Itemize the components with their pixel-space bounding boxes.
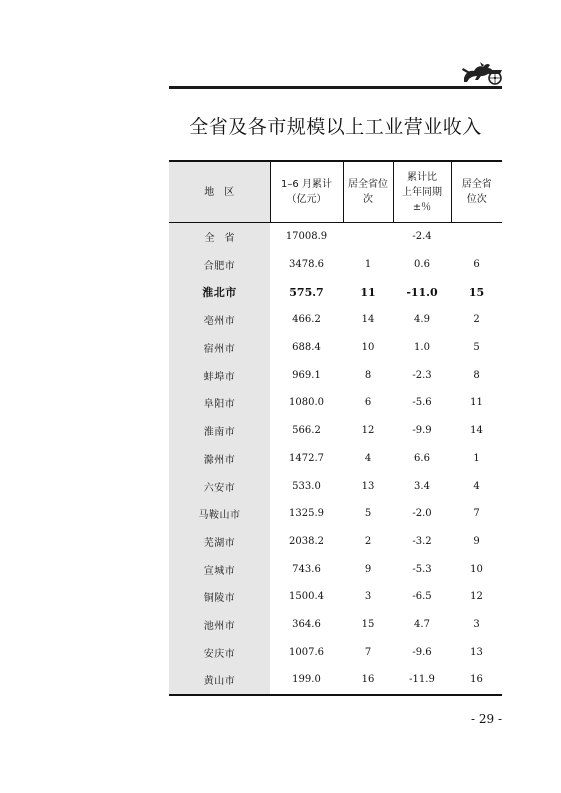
cell-growth: -3.2 bbox=[412, 535, 432, 547]
header-growth-rank bbox=[451, 161, 502, 223]
cell-revenue-rank: 13 bbox=[361, 480, 375, 492]
table-body bbox=[169, 223, 502, 695]
cell-growth: -11.9 bbox=[393, 666, 451, 695]
cell-revenue-rank: 11 bbox=[360, 285, 376, 299]
cell-growth: -2.4 bbox=[412, 231, 432, 243]
cell-growth-rank: 11 bbox=[470, 397, 483, 409]
cell-region: 芜湖市 bbox=[169, 528, 270, 556]
cell-revenue-rank: 3 bbox=[364, 591, 372, 603]
cell-revenue: 3478.6 bbox=[289, 259, 324, 271]
header-line: ±％ bbox=[412, 201, 432, 213]
cell-growth-rank: 12 bbox=[470, 591, 483, 603]
cell-growth: 0.6 bbox=[414, 259, 430, 271]
cell-growth: 1.0 bbox=[414, 342, 430, 354]
cell-growth-rank: 10 bbox=[470, 563, 483, 575]
cell-revenue-rank: 5 bbox=[364, 508, 372, 520]
cell-revenue: 533.0 bbox=[292, 480, 321, 492]
cell-revenue: 969.1 bbox=[292, 369, 321, 381]
cell-revenue: 2038.2 bbox=[289, 535, 324, 547]
cell-revenue-rank: 10 bbox=[361, 342, 375, 354]
header-line: 累计比 bbox=[407, 171, 437, 183]
header-rule bbox=[169, 86, 502, 89]
table-row bbox=[169, 417, 502, 445]
cell-region: 马鞍山市 bbox=[169, 500, 270, 528]
cell-revenue: 466.2 bbox=[292, 314, 321, 326]
cell-revenue: 1080.0 bbox=[289, 397, 324, 409]
cell-growth: -2.0 bbox=[412, 508, 432, 520]
table-header-row bbox=[169, 161, 502, 223]
cell-region: 六安市 bbox=[169, 472, 270, 500]
header-line: 居全省 bbox=[461, 179, 492, 190]
header-line: 地 区 bbox=[204, 186, 235, 198]
cell-region: 蚌埠市 bbox=[169, 361, 270, 389]
cell-growth-rank: 5 bbox=[473, 342, 480, 354]
header-line: 位次 bbox=[466, 194, 487, 205]
table-row bbox=[169, 666, 502, 695]
cell-region: 淮北市 bbox=[169, 278, 270, 306]
cell-growth: -5.6 bbox=[412, 397, 432, 409]
cell-revenue-rank: 14 bbox=[361, 314, 375, 326]
header-line: 居全省位 bbox=[348, 179, 388, 190]
cell-revenue-rank bbox=[343, 223, 393, 251]
cell-revenue-rank: 2 bbox=[364, 535, 372, 547]
cell-revenue-rank: 1 bbox=[364, 259, 372, 271]
header-line: 1–6 月累计 bbox=[281, 179, 332, 190]
cell-growth: -11.0 bbox=[406, 285, 438, 299]
cell-revenue: 1472.7 bbox=[289, 452, 324, 464]
cell-growth-rank: 2 bbox=[473, 314, 480, 326]
cell-revenue-rank: 4 bbox=[364, 452, 372, 464]
table-row bbox=[169, 223, 502, 251]
table-row bbox=[169, 528, 502, 556]
cell-region: 淮南市 bbox=[169, 417, 270, 445]
cell-growth-rank: 13 bbox=[470, 646, 483, 658]
revenue-table bbox=[169, 160, 502, 696]
cell-revenue-rank: 16 bbox=[343, 666, 393, 695]
header-region bbox=[169, 161, 270, 223]
table-row bbox=[169, 472, 502, 500]
cell-region: 安庆市 bbox=[169, 638, 270, 666]
cell-revenue: 1007.6 bbox=[289, 646, 324, 658]
cell-region: 宿州市 bbox=[169, 334, 270, 362]
cell-region: 宣城市 bbox=[169, 555, 270, 583]
header-growth bbox=[393, 161, 451, 223]
cell-growth-rank: 6 bbox=[473, 259, 480, 271]
cell-region: 亳州市 bbox=[169, 306, 270, 334]
cell-revenue-rank: 9 bbox=[364, 563, 372, 575]
cell-revenue-rank: 15 bbox=[361, 618, 375, 630]
table-row bbox=[169, 583, 502, 611]
cell-region: 滁州市 bbox=[169, 445, 270, 473]
header-revenue-rank bbox=[343, 161, 393, 223]
table-row bbox=[169, 611, 502, 639]
table-row bbox=[169, 389, 502, 417]
cell-growth: -5.3 bbox=[412, 563, 432, 575]
cell-growth-rank: 7 bbox=[473, 508, 480, 520]
header-line: （亿元） bbox=[286, 194, 327, 205]
table-row bbox=[169, 278, 502, 306]
cell-growth: -9.6 bbox=[412, 646, 432, 658]
cell-region: 全省 bbox=[169, 223, 270, 251]
cell-revenue: 688.4 bbox=[292, 342, 321, 354]
cell-revenue: 1500.4 bbox=[289, 591, 324, 603]
cell-region: 阜阳市 bbox=[169, 389, 270, 417]
cell-revenue: 199.0 bbox=[270, 666, 343, 695]
cell-growth: -9.9 bbox=[412, 425, 432, 437]
cell-region: 池州市 bbox=[169, 611, 270, 639]
table-row bbox=[169, 251, 502, 279]
cell-revenue-rank: 12 bbox=[361, 425, 375, 437]
table-row bbox=[169, 638, 502, 666]
cell-region: 铜陵市 bbox=[169, 583, 270, 611]
page-number: - 29 - bbox=[470, 712, 502, 726]
cell-growth: 3.4 bbox=[414, 480, 430, 492]
cell-growth-rank: 16 bbox=[451, 666, 502, 695]
table-row bbox=[169, 306, 502, 334]
cell-revenue-rank: 6 bbox=[364, 397, 372, 409]
revenue-table-container bbox=[169, 160, 502, 696]
table-row bbox=[169, 555, 502, 583]
cell-revenue: 566.2 bbox=[292, 425, 321, 437]
cell-revenue: 575.7 bbox=[289, 285, 324, 299]
cell-revenue: 364.6 bbox=[292, 618, 321, 630]
cell-growth: -2.3 bbox=[412, 369, 432, 381]
cell-revenue: 1325.9 bbox=[289, 508, 324, 520]
cell-growth-rank: 9 bbox=[473, 535, 480, 547]
cell-growth: -6.5 bbox=[412, 591, 432, 603]
cell-region: 合肥市 bbox=[169, 251, 270, 279]
cell-revenue: 743.6 bbox=[292, 563, 321, 575]
header-revenue bbox=[270, 161, 343, 223]
cell-growth: 6.6 bbox=[414, 452, 430, 464]
cell-revenue-rank: 7 bbox=[364, 646, 372, 658]
cell-growth-rank: 4 bbox=[473, 480, 480, 492]
header-line: 次 bbox=[363, 194, 373, 205]
cell-growth-rank bbox=[451, 223, 502, 251]
cell-growth-rank: 14 bbox=[470, 425, 483, 437]
cell-revenue: 17008.9 bbox=[285, 231, 328, 243]
cell-region: 黄山市 bbox=[169, 666, 270, 695]
cell-growth: 4.7 bbox=[414, 618, 430, 630]
cell-growth-rank: 8 bbox=[473, 369, 480, 381]
cell-growth-rank: 15 bbox=[468, 285, 485, 299]
table-row bbox=[169, 334, 502, 362]
table-row bbox=[169, 361, 502, 389]
cell-growth: 4.9 bbox=[414, 314, 430, 326]
table-row bbox=[169, 445, 502, 473]
header-line: 上年同期 bbox=[402, 186, 442, 198]
cell-growth-rank: 3 bbox=[473, 618, 480, 630]
page-title: 全省及各市规模以上工业营业收入 bbox=[189, 116, 482, 138]
horse-chariot-icon bbox=[458, 58, 504, 88]
table-row bbox=[169, 500, 502, 528]
cell-growth-rank: 1 bbox=[473, 452, 480, 464]
cell-revenue-rank: 8 bbox=[364, 369, 372, 381]
